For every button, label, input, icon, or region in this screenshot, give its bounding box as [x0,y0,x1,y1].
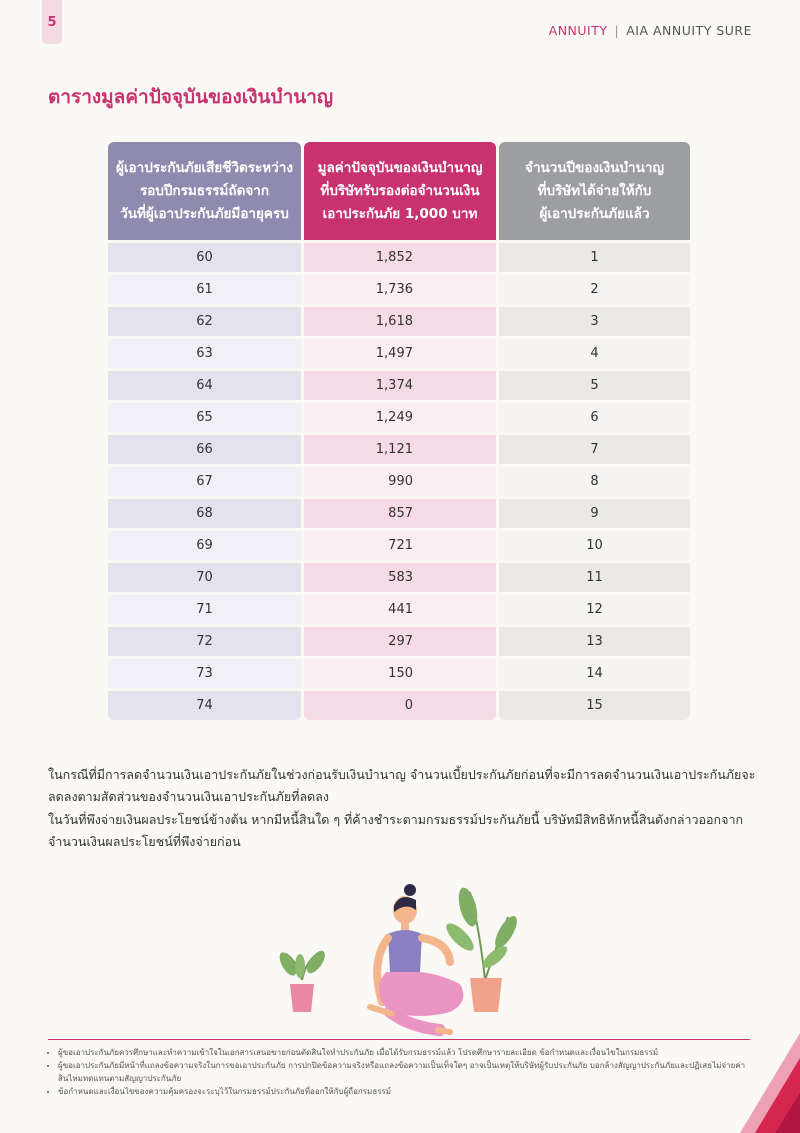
header-line: ผู้เอาประกันภัยแล้ว [539,205,650,222]
cell-years-paid: 8 [499,467,690,496]
cell-present-value: 857 [304,499,496,528]
table-row [108,531,690,560]
table-row [108,339,690,368]
yoga-illustration [270,862,530,1037]
column-header-present-value [304,142,496,240]
header-brand [549,23,752,38]
notes [48,764,760,854]
corner-decoration-icon [730,1033,800,1133]
header-line: เอาประกันภัย 1,000 บาท [322,205,478,222]
header-line: มูลค่าปัจจุบันของเงินบำนาญ [317,159,483,176]
table-row [108,403,690,432]
product-name: AIA ANNUITY SURE [626,23,752,38]
table-row [108,595,690,624]
cell-age: 66 [108,435,301,464]
cell-age: 60 [108,243,301,272]
cell-years-paid: 1 [499,243,690,272]
cell-present-value: 150 [304,659,496,688]
cell-present-value: 1,249 [304,403,496,432]
cell-years-paid: 2 [499,275,690,304]
cell-age: 73 [108,659,301,688]
cell-present-value: 297 [304,627,496,656]
cell-present-value: 1,121 [304,435,496,464]
table-row [108,627,690,656]
header-line: รอบปีกรมธรรม์ถัดจาก [139,182,270,199]
cell-years-paid: 14 [499,659,690,688]
cell-years-paid: 10 [499,531,690,560]
cell-present-value: 721 [304,531,496,560]
note-paragraph: ในกรณีที่มีการลดจำนวนเงินเอาประกันภัยในช่วงก่อนรับเงินบำนาญ จำนวนเบี้ยประกันภัยก่อนที่จะมีการลดจำนวนเงินเอาประกันภัยจะลดลงตามสัดส่วนของจำนวนเงินเอาประกันภัยที่ลดลง [48,767,756,804]
footnotes [48,1046,753,1098]
table-header [108,142,690,240]
cell-years-paid: 9 [499,499,690,528]
present-value-table [108,142,690,723]
cell-present-value: 1,736 [304,275,496,304]
header-line: วันที่ผู้เอาประกันภัยมีอายุครบ [120,205,289,222]
note-paragraph: ในวันที่พึงจ่ายเงินผลประโยชน์ข้างต้น หากมีหนี้สินใด ๆ ที่ค้างชำระตามกรมธรรม์ประกันภัยนี้ บริษัทมีสิทธิหักหนี้สินดังกล่าวออกจากจำนวนเงินผลประโยชน์ที่พึงจ่ายก่อน [48,812,744,849]
cell-present-value: 1,618 [304,307,496,336]
cell-present-value: 1,497 [304,339,496,368]
cell-age: 70 [108,563,301,592]
table-row [108,435,690,464]
cell-years-paid: 3 [499,307,690,336]
cell-age: 72 [108,627,301,656]
page-title: ตารางมูลค่าปัจจุบันของเงินบำนาญ [48,86,334,108]
cell-age: 63 [108,339,301,368]
header-divider: | [614,23,620,38]
header-line: ผู้เอาประกันภัยเสียชีวิตระหว่าง [116,159,293,176]
table-row [108,659,690,688]
cell-present-value: 583 [304,563,496,592]
table-row [108,563,690,592]
header-line: จำนวนปีของเงินบำนาญ [525,159,664,176]
cell-age: 64 [108,371,301,400]
cell-years-paid: 12 [499,595,690,624]
cell-present-value: 1,852 [304,243,496,272]
column-header-years-paid [499,142,690,240]
cell-years-paid: 6 [499,403,690,432]
cell-present-value: 441 [304,595,496,624]
footnote-item: • ผู้ขอเอาประกันภัยมีหน้าที่แถลงข้อความจริงในการขอเอาประกันภัย การปกปิดข้อความจริงหรือแถลงข้อความเป็นเท็จใดๆ อาจเป็นเหตุให้บริษัทผู้รับประกันภัย บอกล้างสัญญาประกันภัยและปฏิเสธไม่จ่ายค่าสินไหมทดแทนตามสัญญาประกันภัย [58,1059,753,1085]
cell-age: 74 [108,691,301,720]
cell-years-paid: 15 [499,691,690,720]
table-row [108,307,690,336]
table-row [108,243,690,272]
footer-divider [48,1039,750,1040]
cell-years-paid: 5 [499,371,690,400]
cell-present-value: 0 [304,691,496,720]
cell-years-paid: 4 [499,339,690,368]
header-line: ที่บริษัทรับรองต่อจำนวนเงิน [320,182,480,199]
table-row [108,275,690,304]
woman-yoga-icon [370,884,463,1032]
table-row [108,691,690,720]
cell-present-value: 990 [304,467,496,496]
cell-years-paid: 11 [499,563,690,592]
cell-age: 65 [108,403,301,432]
table-body [108,243,690,720]
page-number: 5 [42,0,62,44]
cell-age: 71 [108,595,301,624]
header-line: ที่บริษัทได้จ่ายให้กับ [537,182,652,199]
brand-label: ANNUITY [548,23,608,38]
table-row [108,499,690,528]
cell-age: 62 [108,307,301,336]
cell-present-value: 1,374 [304,371,496,400]
table-row [108,371,690,400]
small-plant-icon [276,948,328,1012]
cell-years-paid: 7 [499,435,690,464]
cell-age: 61 [108,275,301,304]
footnote-item: • ผู้ขอเอาประกันภัยควรศึกษาและทำความเข้าใจในเอกสารเสนอขายก่อนตัดสินใจทำประกันภัย เมื่อได้รับกรมธรรม์แล้ว โปรดศึกษารายละเอียด ข้อกำหนดและเงื่อนไขในกรมธรรม์ [58,1046,753,1059]
table-row [108,467,690,496]
cell-years-paid: 13 [499,627,690,656]
footnote-item: • ข้อกำหนดและเงื่อนไขของความคุ้มครองจะระบุไว้ในกรมธรรม์ประกันภัยที่ออกให้กับผู้ถือกรมธรรม์ [58,1085,753,1098]
cell-age: 67 [108,467,301,496]
cell-age: 68 [108,499,301,528]
cell-age: 69 [108,531,301,560]
column-header-age [108,142,301,240]
